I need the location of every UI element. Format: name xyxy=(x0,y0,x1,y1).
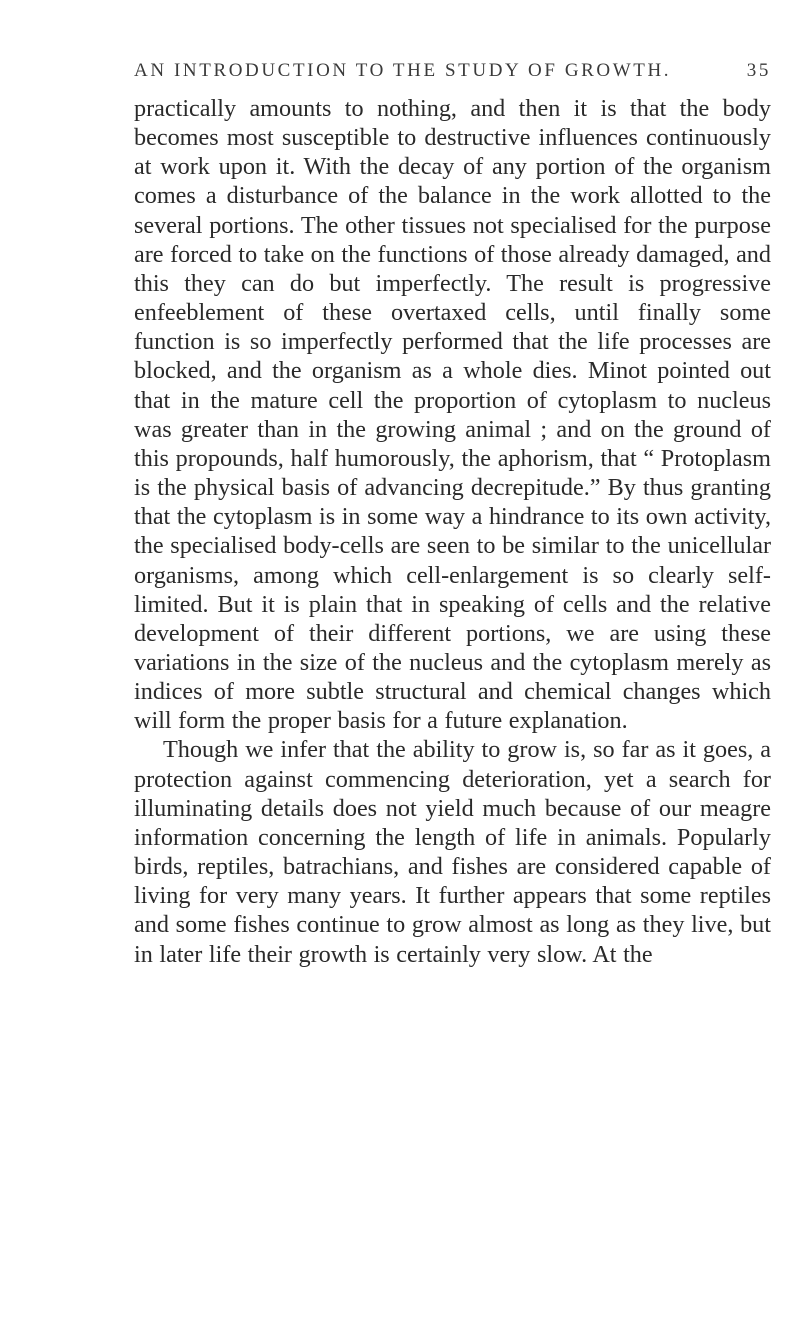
running-head xyxy=(134,60,771,90)
paragraph: Though we infer that the ability to grow is, so far as it goes, a protection against commencing deterioration, yet a search for illuminating details does not yield much because of our meagre information concerning the length of life in animals. Popularly birds, reptiles, batrachians, and fishes are considered capable of living for very many years. It further appears that some reptiles and some fishes continue to grow almost as long as they live, but in later life their growth is certainly very slow. At the xyxy=(134,736,771,968)
page-number: 35 xyxy=(746,60,771,81)
paragraph-continued: practically amounts to nothing, and then it is that the body becomes most susceptible to destructive influences continuously at work upon it. With the decay of any portion of the organism comes a disturbance of the balance in the work allotted to the several portions. The other tissues not specialised for the purpose are forced to take on the functions of those already damaged, and this they can do but imperfectly. The result is progressive enfeeblement of these overtaxed cells, until finally some function is so imperfectly performed that the life processes are blocked, and the organism as a whole dies. Minot pointed out that in the mature cell the proportion of cytoplasm to nucleus was greater than in the growing animal ; and on the ground of this propounds, half humorously, the aphorism, that “ Protoplasm is the physical basis of advancing decrepitude.” By thus granting that the cytoplasm is in some way a hindrance to its own activity, the specialised body-cells are seen to be similar to the unicellular organisms, among which cell-enlargement is so clearly self-limited. But it is plain that in speaking of cells and the relative development of their different portions, we are using these variations in the size of the nucleus and the cytoplasm merely as indices of more subtle structural and chemical changes which will form the proper basis for a future explanation. xyxy=(134,95,771,735)
running-title: AN INTRODUCTION TO THE STUDY OF GROWTH. xyxy=(134,60,672,81)
body-text xyxy=(134,94,771,969)
